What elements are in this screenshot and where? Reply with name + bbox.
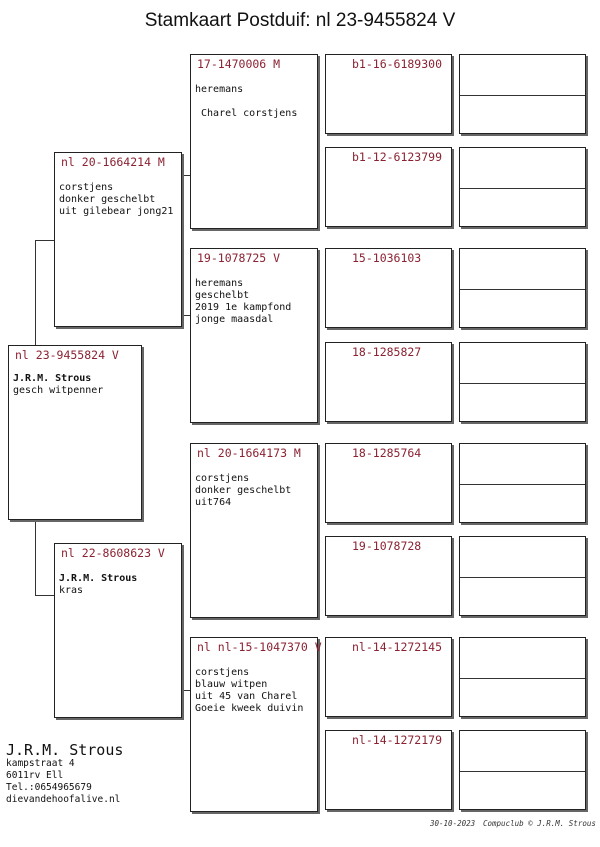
divider bbox=[460, 577, 585, 578]
ggp-card-8 bbox=[325, 730, 452, 810]
connector-line bbox=[318, 665, 319, 745]
divider bbox=[460, 678, 585, 679]
mother-card bbox=[54, 543, 182, 718]
connector-line bbox=[35, 240, 54, 241]
empty-card bbox=[459, 248, 586, 328]
connector-line bbox=[35, 240, 36, 345]
connector-line bbox=[318, 100, 319, 160]
ring-number: nl 20-1664214 M bbox=[61, 155, 165, 169]
divider bbox=[460, 383, 585, 384]
empty-card bbox=[459, 342, 586, 422]
ring-number: 19-1078728 bbox=[352, 539, 422, 553]
ggp-card-2 bbox=[325, 147, 452, 227]
mf-line-1: corstjens bbox=[195, 473, 250, 484]
ff-line-3: Charel corstjens bbox=[195, 108, 298, 119]
ring-number: 18-1285764 bbox=[352, 446, 422, 460]
owner-street: kampstraat 4 bbox=[6, 758, 75, 769]
divider bbox=[460, 95, 585, 96]
ggp-card-1 bbox=[325, 54, 452, 134]
fm-line-4: jonge maasdal bbox=[195, 314, 274, 325]
ggp-card-6 bbox=[325, 536, 452, 616]
ring-number: nl 20-1664173 M bbox=[197, 446, 301, 460]
empty-card bbox=[459, 147, 586, 227]
connector-line bbox=[318, 475, 319, 560]
ggp-card-7 bbox=[325, 637, 452, 717]
grandmother-maternal-card bbox=[190, 637, 322, 812]
pigeon-card bbox=[8, 345, 142, 520]
father-line-2: donker geschelbt bbox=[59, 194, 156, 205]
ring-number: b1-12-6123799 bbox=[352, 150, 443, 164]
ring-number: nl-14-1272145 bbox=[352, 640, 443, 654]
divider bbox=[460, 771, 585, 772]
connector-line bbox=[318, 290, 319, 370]
mf-line-3: uit764 bbox=[195, 497, 232, 508]
empty-card bbox=[459, 443, 586, 523]
mm-line-3: uit 45 van Charel bbox=[195, 691, 298, 702]
fm-line-3: 2019 1e kampfond bbox=[195, 302, 292, 313]
ring-number: 17-1470006 M bbox=[197, 57, 281, 71]
divider bbox=[460, 484, 585, 485]
fm-line-2: geschelbt bbox=[195, 290, 250, 301]
empty-card bbox=[459, 730, 586, 810]
mm-line-4: Goeie kweek duivin bbox=[195, 703, 304, 714]
pigeon-line-2: gesch witpenner bbox=[13, 385, 104, 396]
page-title: Stamkaart Postduif: nl 23-9455824 V bbox=[144, 10, 456, 31]
ring-number: b1-16-6189300 bbox=[352, 57, 443, 71]
ring-number: 18-1285827 bbox=[352, 345, 422, 359]
fm-line-1: heremans bbox=[195, 278, 244, 289]
mf-line-2: donker geschelbt bbox=[195, 485, 292, 496]
empty-card bbox=[459, 637, 586, 717]
ring-number: 15-1036103 bbox=[352, 251, 422, 265]
father-line-1: corstjens bbox=[59, 182, 114, 193]
ring-number: nl 22-8608623 V bbox=[61, 546, 165, 560]
pigeon-line-1: J.R.M. Strous bbox=[13, 373, 92, 384]
connector-line bbox=[35, 520, 36, 595]
ring-number: 19-1078725 V bbox=[197, 251, 281, 265]
ring-number: nl-14-1272179 bbox=[352, 733, 443, 747]
mm-line-2: blauw witpen bbox=[195, 679, 268, 690]
print-date: 30-10-2023 bbox=[430, 819, 476, 828]
connector-line bbox=[35, 595, 54, 596]
grandfather-paternal-card bbox=[190, 54, 318, 229]
empty-card bbox=[459, 536, 586, 616]
mother-line-2: kras bbox=[59, 585, 84, 596]
owner-city: 6011rv Ell bbox=[6, 770, 64, 781]
mother-line-1: J.R.M. Strous bbox=[59, 573, 138, 584]
owner-name: J.R.M. Strous bbox=[6, 741, 124, 759]
mm-line-1: corstjens bbox=[195, 667, 250, 678]
ring-number: nl nl-15-1047370 V bbox=[197, 640, 322, 654]
grandfather-maternal-card bbox=[190, 443, 318, 618]
ggp-card-5 bbox=[325, 443, 452, 523]
divider bbox=[460, 188, 585, 189]
empty-card bbox=[459, 54, 586, 134]
owner-website: dievandehoofalive.nl bbox=[6, 794, 121, 805]
ggp-card-4 bbox=[325, 342, 452, 422]
father-card bbox=[54, 152, 182, 327]
credit-text: Compuclub © J.R.M. Strous bbox=[483, 819, 596, 828]
ring-number: nl 23-9455824 V bbox=[15, 348, 119, 362]
divider bbox=[460, 289, 585, 290]
owner-phone: Tel.:0654965679 bbox=[6, 782, 92, 793]
father-line-3: uit gilebear jong21 bbox=[59, 206, 174, 217]
grandmother-paternal-card bbox=[190, 248, 318, 423]
ff-line-1: heremans bbox=[195, 84, 244, 95]
ggp-card-3 bbox=[325, 248, 452, 328]
